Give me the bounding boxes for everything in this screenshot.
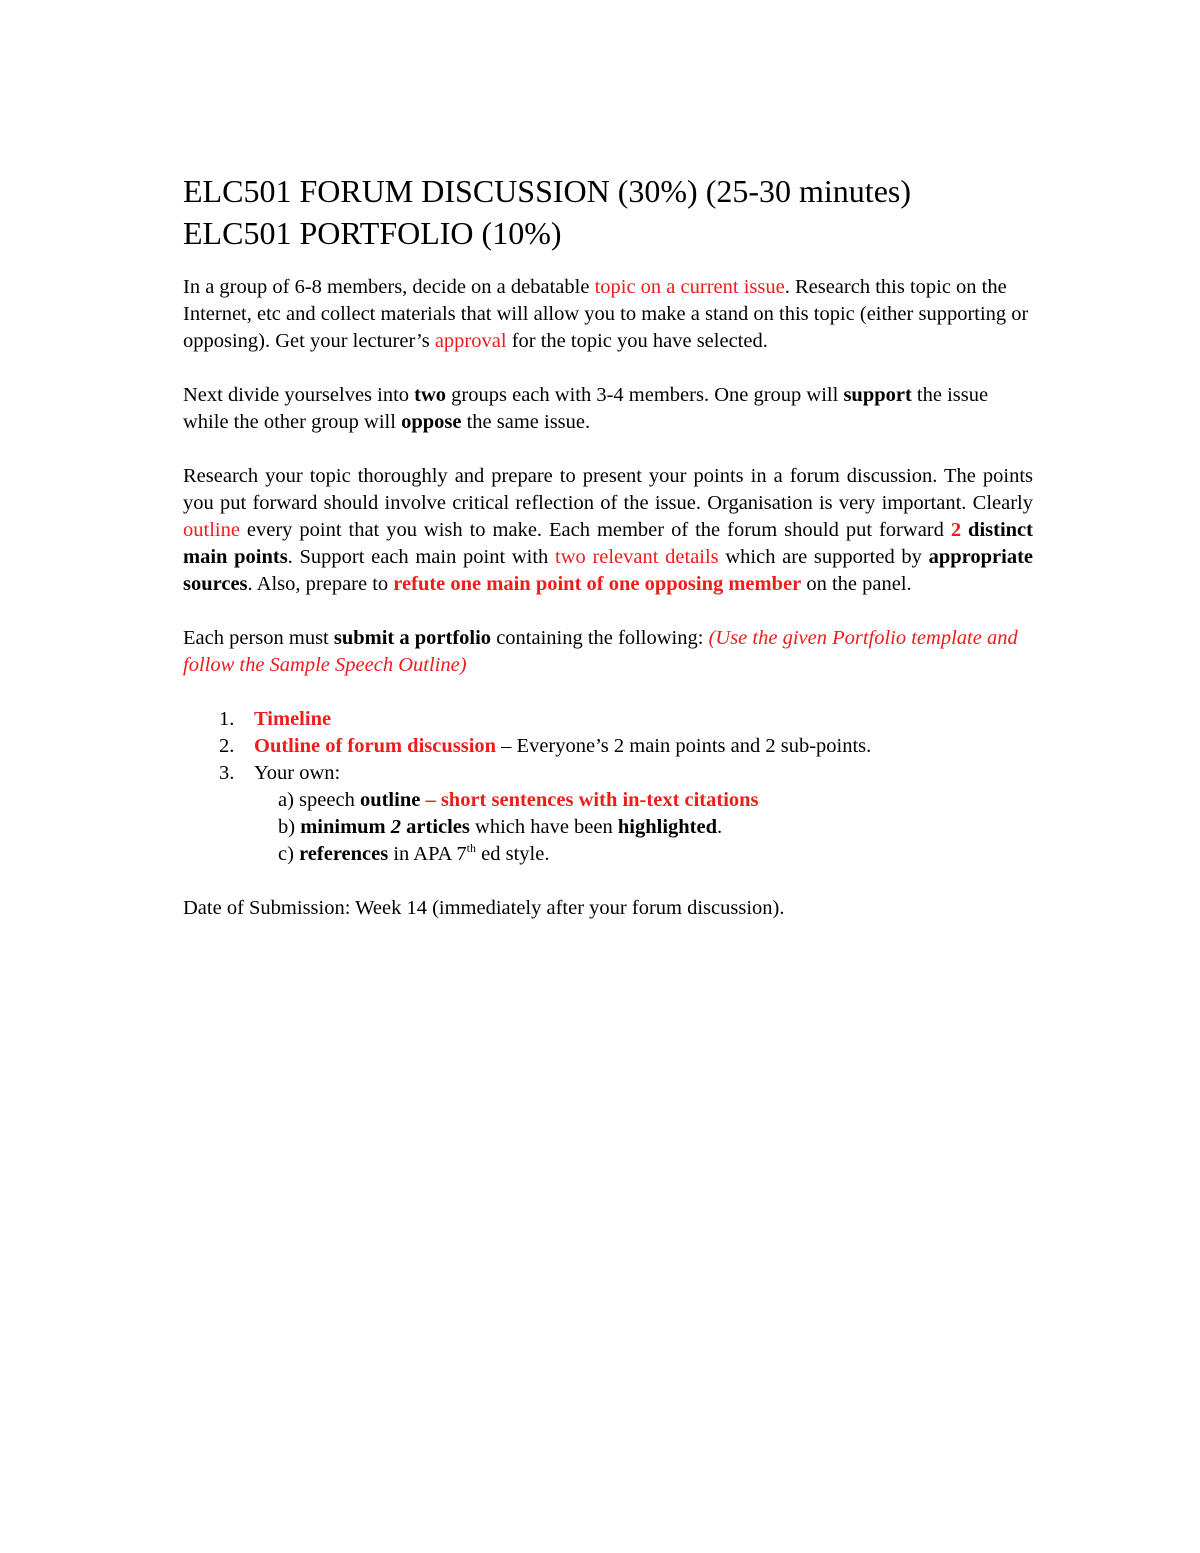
text-span: a) speech — [278, 789, 360, 811]
text-span: . — [717, 816, 723, 838]
text-span: b) — [278, 816, 301, 838]
text-span: in APA 7 — [388, 843, 467, 865]
text-span: Research your topic thoroughly and prepare to present your points in a forum discussion. The points you put forward should involve critical reflection of the issue. Organisation is very important. Clearly — [183, 465, 1033, 514]
text-span: containing the following: — [491, 627, 709, 649]
text-span: Each person must — [183, 627, 334, 649]
paragraph-group-topic — [183, 274, 1033, 355]
text-span: the same issue. — [461, 411, 591, 433]
list-number: 1. — [219, 708, 235, 730]
text-span: groups each with 3-4 members. One group will — [446, 384, 844, 406]
text-span: the issue while the other group will — [183, 384, 989, 433]
date-of-submission: Date of Submission: Week 14 (immediately after your forum discussion). — [183, 897, 785, 919]
italic-template-note: (Use the given Portfolio template and follow the Sample Speech Outline) — [183, 627, 1018, 676]
paragraph-portfolio — [183, 625, 1033, 679]
list-number: 3. — [219, 762, 235, 784]
paragraph-research — [183, 463, 1033, 598]
heading-forum-discussion: ELC501 FORUM DISCUSSION (30%) (25-30 minutes) — [183, 173, 911, 209]
text-span: . Also, prepare to — [247, 573, 394, 595]
sub-item-speech-outline — [183, 787, 1033, 814]
text-span: for the topic you have selected. — [506, 330, 768, 352]
text-span: which are supported by — [718, 546, 929, 568]
bold-outline: outline — [359, 789, 421, 811]
list-number: 2. — [219, 735, 235, 757]
document-content — [183, 170, 1033, 922]
bold-italic-2: 2 — [390, 816, 402, 838]
text-span: every point that you wish to make. Each member of the forum should put forward — [239, 519, 951, 541]
bold-appropriate-sources: appropriate sources — [183, 546, 1034, 595]
bold-references: references — [299, 843, 389, 865]
list-label-timeline: Timeline — [254, 708, 332, 730]
text-span: . Support each main point with — [287, 546, 555, 568]
highlight-refute: refute one main point of one opposing member — [393, 573, 802, 595]
highlight-2: 2 — [950, 519, 962, 541]
highlight-approval: approval — [434, 330, 507, 352]
highlight-citations: – short sentences with in-text citations — [420, 789, 759, 811]
list-label-your-own: Your own: — [254, 762, 341, 784]
superscript-th: th — [466, 841, 477, 856]
highlight-outline: outline — [183, 519, 240, 541]
text-span: c) — [278, 843, 300, 865]
bold-submit-portfolio: submit a portfolio — [333, 627, 492, 649]
highlight-two-relevant-details: two relevant details — [555, 546, 719, 568]
text-span: Next divide yourselves into — [183, 384, 415, 406]
text-span: ed style. — [476, 843, 550, 865]
text-span: on the panel. — [801, 573, 912, 595]
paragraph-divide-groups — [183, 382, 1033, 436]
bold-highlighted: highlighted — [617, 816, 718, 838]
text-span: – Everyone’s 2 main points and 2 sub-points. — [496, 735, 872, 757]
portfolio-list — [183, 706, 1033, 787]
bold-minimum: minimum — [300, 816, 391, 838]
highlight-topic: topic on a current issue — [594, 276, 785, 298]
list-item-timeline — [183, 706, 1033, 733]
list-item-your-own — [183, 760, 1033, 787]
heading-portfolio: ELC501 PORTFOLIO (10%) — [183, 215, 562, 251]
bold-distinct-main-points: distinct main points — [183, 519, 1033, 568]
sub-item-references — [183, 841, 1033, 868]
list-label-outline: Outline of forum discussion — [254, 735, 497, 757]
sub-item-articles — [183, 814, 1033, 841]
list-item-outline — [183, 733, 1033, 760]
bold-two: two — [414, 384, 447, 406]
bold-support: support — [843, 384, 912, 406]
bold-articles: articles — [401, 816, 470, 838]
text-span: In a group of 6-8 members, decide on a debatable — [183, 276, 595, 298]
text-span: . Research this topic on the Internet, etc and collect materials that will allow you to make a stand on this topic (either supporting or opposing). Get your lecturer’s — [183, 276, 1029, 352]
bold-oppose: oppose — [401, 411, 462, 433]
text-span: which have been — [469, 816, 618, 838]
